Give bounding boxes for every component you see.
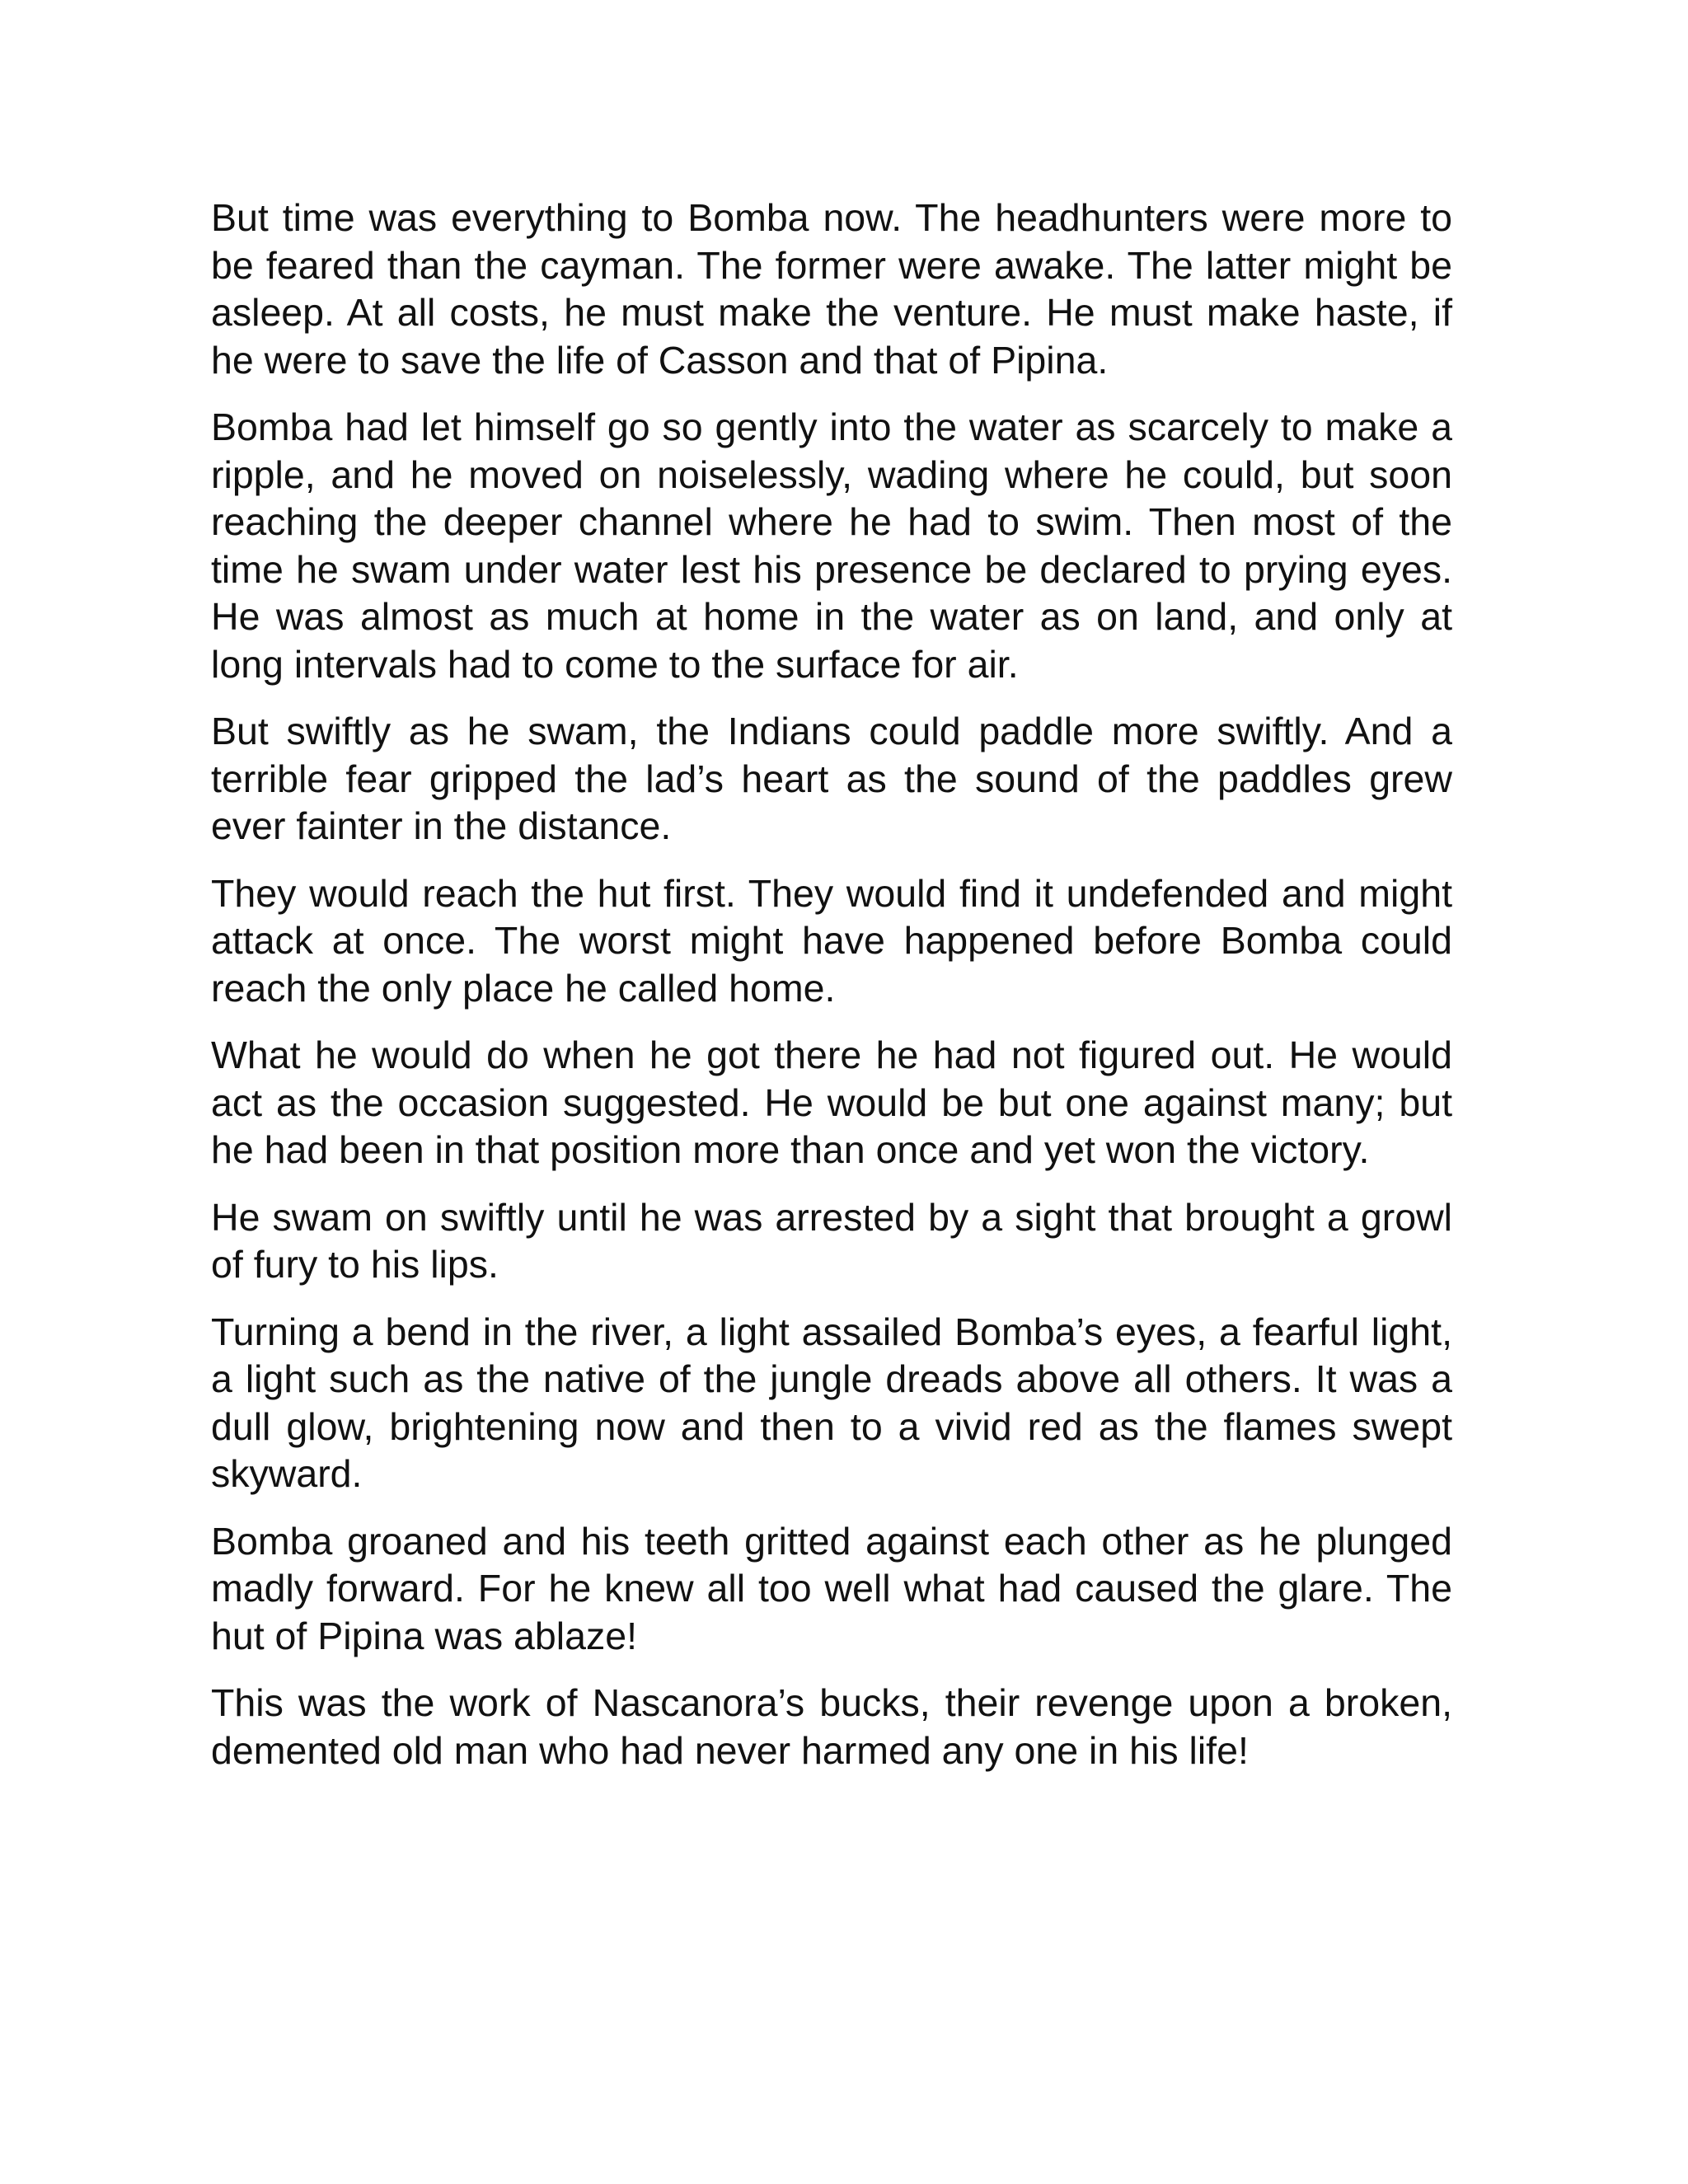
- paragraph-5: What he would do when he got there he had not figured out. He would act as the occasion suggested. He would be but one against many; but he had been in that position more than once and yet won the victory.: [211, 1033, 1452, 1171]
- paragraph-6: He swam on swiftly until he was arrested by a sight that brought a growl of fury to his lips.: [211, 1195, 1452, 1286]
- paragraph-1: But time was everything to Bomba now. The headhunters were more to be feared than the cayman. The former were awake. The latter might be asleep. At all costs, he must make the venture. He must make haste, if he were to save the life of Casson and that of Pipina.: [211, 196, 1452, 382]
- paragraph-8: Bomba groaned and his teeth gritted against each other as he plunged madly forward. For he knew all too well what had caused the glare. The hut of Pipina was ablaze!: [211, 1519, 1452, 1657]
- paragraph-7: Turning a bend in the river, a light assailed Bomba’s eyes, a fearful light, a light such as the native of the jungle dreads above all others. It was a dull glow, brightening now and then to a vivid red as the flames swept skyward.: [211, 1310, 1452, 1495]
- body-text: [211, 194, 1452, 1794]
- paragraph-4: They would reach the hut first. They would find it undefended and might attack at once. The worst might have happened before Bomba could reach the only place he called home.: [211, 871, 1452, 1010]
- paragraph-3: But swiftly as he swam, the Indians could paddle more swiftly. And a terrible fear gripped the lad’s heart as the sound of the paddles grew ever fainter in the distance.: [211, 710, 1452, 847]
- paragraph-9: This was the work of Nascanora’s bucks, their revenge upon a broken, demented old man who had never harmed any one in his life!: [211, 1681, 1452, 1772]
- paragraph-2: Bomba had let himself go so gently into the water as scarcely to make a ripple, and he moved on noiselessly, wading where he could, but soon reaching the deeper channel where he had to swim. Then most of the time he swam under water lest his presence be declared to prying eyes. He was almost as much at home in the water as on land, and only at long intervals had to come to the surface for air.: [211, 405, 1452, 686]
